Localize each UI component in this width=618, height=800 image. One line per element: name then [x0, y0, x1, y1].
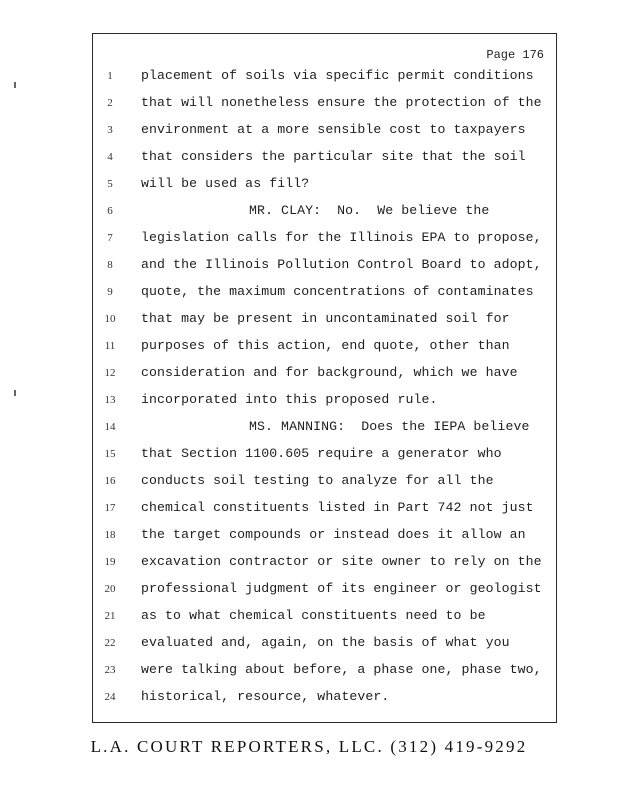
- transcript-line: [93, 365, 556, 392]
- line-text: incorporated into this proposed rule.: [141, 392, 438, 407]
- transcript-line: [93, 419, 556, 446]
- transcript-line: [93, 176, 556, 203]
- line-text: that Section 1100.605 require a generator who: [141, 446, 502, 461]
- line-text: MS. MANNING: Does the IEPA believe: [249, 419, 530, 434]
- line-text: will be used as fill?: [141, 176, 310, 191]
- transcript-line: [93, 581, 556, 608]
- transcript-line: [93, 527, 556, 554]
- line-number: 15: [104, 448, 116, 460]
- line-text: environment at a more sensible cost to taxpayers: [141, 122, 526, 137]
- transcript-line: [93, 554, 556, 581]
- line-number: 19: [104, 556, 116, 568]
- transcript-line: [93, 338, 556, 365]
- transcript-line: [93, 95, 556, 122]
- line-number: 4: [107, 151, 113, 163]
- transcript-line: [93, 473, 556, 500]
- transcript-line: [93, 257, 556, 284]
- line-text: purposes of this action, end quote, other than: [141, 338, 510, 353]
- line-text: conducts soil testing to analyze for all the: [141, 473, 494, 488]
- line-number: 3: [107, 124, 113, 136]
- line-number: 10: [104, 313, 116, 325]
- line-number: 14: [104, 421, 116, 433]
- line-number: 21: [104, 610, 116, 622]
- line-number: 1: [107, 70, 113, 82]
- margin-mark: [14, 82, 16, 88]
- transcript-line: [93, 68, 556, 95]
- line-number: 24: [104, 691, 116, 703]
- line-text: consideration and for background, which we have: [141, 365, 518, 380]
- reporter-footer: L.A. COURT REPORTERS, LLC. (312) 419-9292: [90, 737, 528, 756]
- line-number: 20: [104, 583, 116, 595]
- transcript-page-frame: [92, 33, 557, 723]
- line-text: that considers the particular site that the soil: [141, 149, 526, 164]
- line-number: 5: [107, 178, 113, 190]
- line-number: 23: [104, 664, 116, 676]
- line-number: 22: [104, 637, 116, 649]
- margin-mark: [14, 390, 16, 396]
- line-text: and the Illinois Pollution Control Board to adopt,: [141, 257, 542, 272]
- transcript-line: [93, 689, 556, 716]
- transcript-line: [93, 149, 556, 176]
- transcript-line: [93, 311, 556, 338]
- transcript-line: [93, 284, 556, 311]
- line-text: MR. CLAY: No. We believe the: [249, 203, 490, 218]
- line-number: 2: [107, 97, 113, 109]
- line-number: 7: [107, 232, 113, 244]
- line-text: chemical constituents listed in Part 742 not just: [141, 500, 534, 515]
- line-text: placement of soils via specific permit conditions: [141, 68, 534, 83]
- line-text: excavation contractor or site owner to rely on the: [141, 554, 542, 569]
- transcript-line: [93, 635, 556, 662]
- line-number: 8: [107, 259, 113, 271]
- line-text: that may be present in uncontaminated soil for: [141, 311, 510, 326]
- line-text: that will nonetheless ensure the protection of the: [141, 95, 542, 110]
- line-text: the target compounds or instead does it allow an: [141, 527, 526, 542]
- line-number: 9: [107, 286, 113, 298]
- line-text: were talking about before, a phase one, phase two,: [141, 662, 542, 677]
- line-number: 6: [107, 205, 113, 217]
- line-text: professional judgment of its engineer or geologist: [141, 581, 542, 596]
- line-text: historical, resource, whatever.: [141, 689, 390, 704]
- line-number: 12: [104, 367, 116, 379]
- page-number: Page 176: [486, 48, 544, 62]
- line-text: as to what chemical constituents need to be: [141, 608, 486, 623]
- line-number: 13: [104, 394, 116, 406]
- transcript-line: [93, 122, 556, 149]
- transcript-line: [93, 203, 556, 230]
- transcript-line: [93, 608, 556, 635]
- line-number: 18: [104, 529, 116, 541]
- line-text: quote, the maximum concentrations of contaminates: [141, 284, 534, 299]
- line-text: evaluated and, again, on the basis of what you: [141, 635, 510, 650]
- line-number: 16: [104, 475, 116, 487]
- line-number: 11: [104, 340, 116, 352]
- transcript-line: [93, 500, 556, 527]
- line-text: legislation calls for the Illinois EPA to propose,: [141, 230, 542, 245]
- transcript-line: [93, 446, 556, 473]
- line-number: 17: [104, 502, 116, 514]
- transcript-line: [93, 662, 556, 689]
- transcript-line: [93, 392, 556, 419]
- transcript-line: [93, 230, 556, 257]
